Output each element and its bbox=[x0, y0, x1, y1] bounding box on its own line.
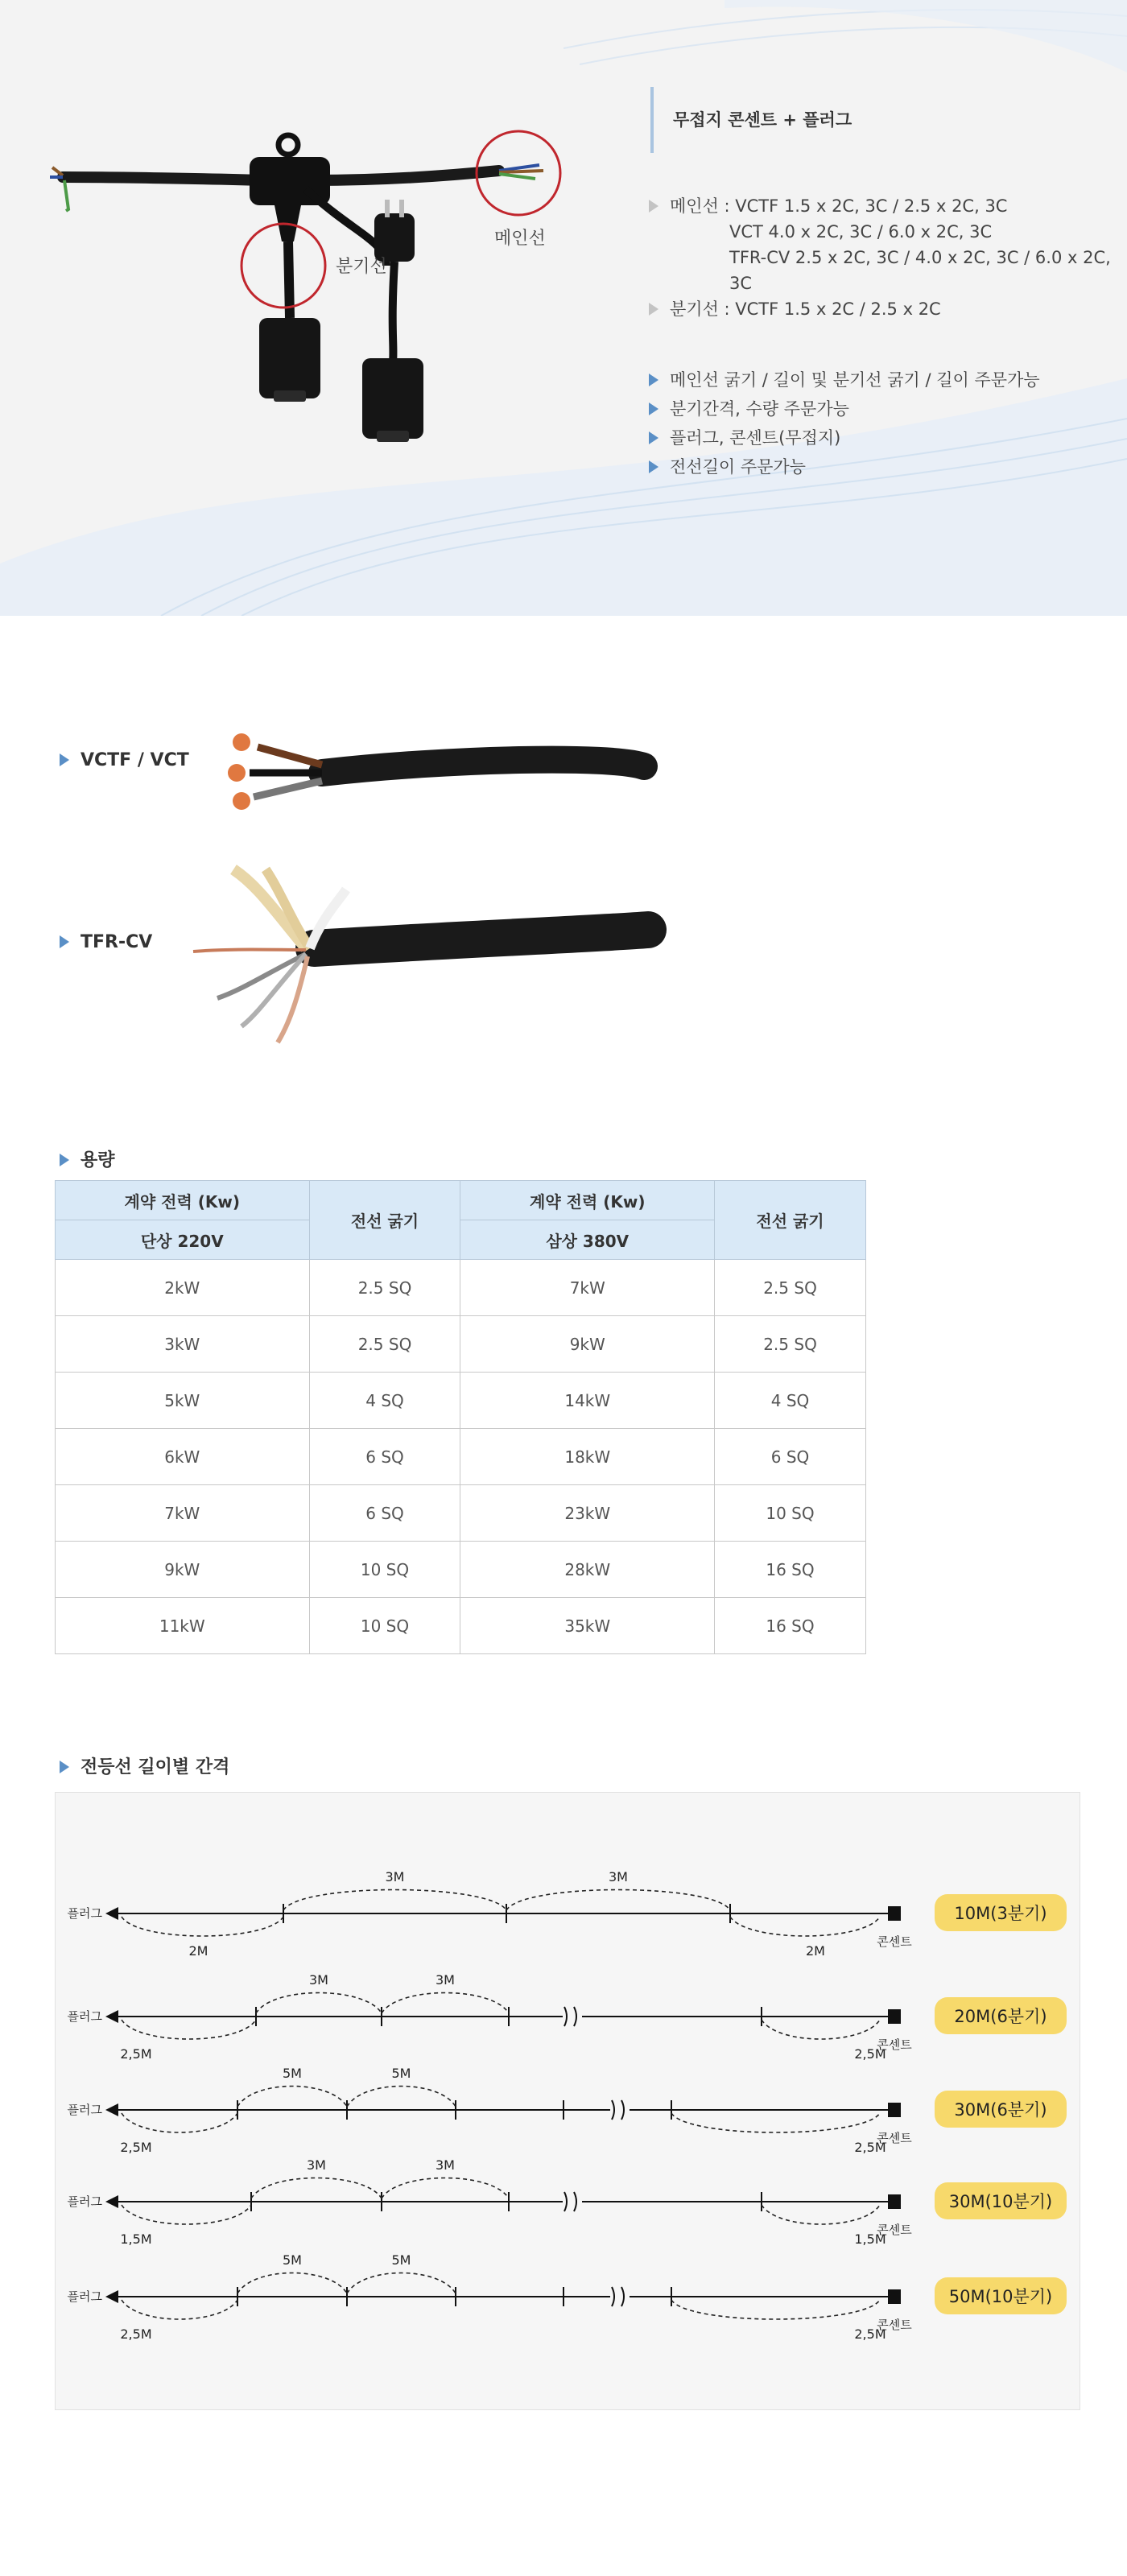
gap-arc bbox=[251, 2178, 382, 2199]
header-power-three: 계약 전력 (Kw) bbox=[460, 1181, 715, 1220]
spacing-diagram-svg bbox=[56, 1793, 1080, 2409]
table-cell: 6 SQ bbox=[309, 1429, 460, 1485]
end-gap-arc bbox=[762, 2020, 880, 2039]
product-title: 무접지 콘센트 + 플러그 bbox=[650, 87, 852, 153]
gap-label: 5M bbox=[391, 2252, 411, 2268]
gap-arc bbox=[347, 2087, 456, 2107]
table-cell: 2.5 SQ bbox=[715, 1316, 866, 1373]
tfr-cv-cable-image bbox=[177, 853, 676, 1063]
table-row bbox=[56, 1429, 866, 1485]
end-gap-label: 1,5M bbox=[854, 2231, 886, 2247]
table-cell: 2.5 SQ bbox=[715, 1260, 866, 1316]
table-row bbox=[56, 1373, 866, 1429]
triangle-bullet-icon bbox=[60, 1761, 69, 1773]
end-gap-arc bbox=[762, 2205, 880, 2224]
header-wire-thickness: 전선 굵기 bbox=[715, 1181, 866, 1260]
table-cell: 4 SQ bbox=[309, 1373, 460, 1429]
gap-label: 3M bbox=[385, 1869, 405, 1885]
table-cell: 2kW bbox=[56, 1260, 310, 1316]
table-cell: 4 SQ bbox=[715, 1373, 866, 1429]
end-gap-label: 2,5M bbox=[120, 2140, 152, 2155]
feature-item: 분기간격, 수량 주문가능 bbox=[649, 394, 1116, 423]
feature-item: 전선길이 주문가능 bbox=[649, 452, 1116, 481]
outlet-label: 콘센트 bbox=[877, 2223, 912, 2237]
gap-label: 5M bbox=[283, 2252, 302, 2268]
gap-label: 5M bbox=[283, 2066, 302, 2081]
table-cell: 18kW bbox=[460, 1429, 715, 1485]
outlet-square-icon bbox=[888, 2194, 901, 2209]
outlet-label: 콘센트 bbox=[877, 2131, 912, 2145]
gap-arc bbox=[237, 2273, 347, 2294]
cable-type-vctf: VCTF / VCT bbox=[60, 750, 189, 770]
plug-arrow-icon bbox=[105, 2103, 118, 2116]
table-cell: 9kW bbox=[56, 1542, 310, 1598]
outlet-square-icon bbox=[888, 1906, 901, 1921]
feature-item: 플러그, 콘센트(무접지) bbox=[649, 423, 1116, 452]
table-cell: 6kW bbox=[56, 1429, 310, 1485]
plug-label: 플러그 bbox=[67, 2194, 102, 2209]
triangle-bullet-icon bbox=[60, 753, 69, 766]
spec-continuation: VCT 4.0 x 2C, 3C / 6.0 x 2C, 3C bbox=[729, 222, 993, 242]
header-three-phase: 삼상 380V bbox=[460, 1220, 715, 1260]
end-gap-arc bbox=[122, 1917, 283, 1936]
break-mark-icon bbox=[574, 2007, 576, 2026]
table-cell: 23kW bbox=[460, 1485, 715, 1542]
gap-label: 3M bbox=[307, 2157, 326, 2173]
plug-label: 플러그 bbox=[67, 2009, 102, 2024]
feature-list bbox=[649, 365, 1116, 481]
table-row bbox=[56, 1485, 866, 1542]
end-gap-arc bbox=[122, 2300, 237, 2319]
outlet-label: 콘센트 bbox=[877, 1934, 912, 1949]
plug-arrow-icon bbox=[105, 2195, 118, 2208]
break-mark-icon bbox=[564, 2007, 567, 2026]
vctf-cable-image bbox=[209, 708, 660, 829]
table-cell: 10 SQ bbox=[309, 1598, 460, 1654]
product-image bbox=[48, 121, 580, 459]
gap-arc bbox=[382, 1993, 509, 2014]
table-cell: 16 SQ bbox=[715, 1542, 866, 1598]
plug-arrow-icon bbox=[105, 1907, 118, 1920]
triangle-bullet-icon bbox=[60, 1154, 69, 1166]
triangle-bullet-icon bbox=[60, 935, 69, 948]
table-cell: 6 SQ bbox=[715, 1429, 866, 1485]
table-row bbox=[56, 1598, 866, 1654]
end-gap-label: 2,5M bbox=[854, 2140, 886, 2155]
plug-label: 플러그 bbox=[67, 2289, 102, 2304]
table-cell: 7kW bbox=[56, 1485, 310, 1542]
gap-arc bbox=[256, 1993, 382, 2014]
gap-label: 3M bbox=[436, 1972, 455, 1988]
main-label: 메인선 bbox=[494, 229, 546, 249]
table-cell: 3kW bbox=[56, 1316, 310, 1373]
table-row bbox=[56, 1316, 866, 1373]
branch-label: 분기선 bbox=[336, 257, 387, 277]
gap-arc bbox=[382, 2178, 509, 2199]
end-gap-arc bbox=[671, 2300, 880, 2319]
table-row bbox=[56, 1260, 866, 1316]
end-gap-label: 1,5M bbox=[120, 2231, 152, 2247]
end-gap-label: 2,5M bbox=[120, 2046, 152, 2062]
triangle-bullet-icon bbox=[649, 431, 658, 444]
end-gap-arc bbox=[122, 2020, 256, 2039]
outlet-label: 콘센트 bbox=[877, 2318, 912, 2332]
table-cell: 10 SQ bbox=[309, 1542, 460, 1598]
gap-label: 3M bbox=[609, 1869, 628, 1885]
outlet-square-icon bbox=[888, 2009, 901, 2024]
triangle-bullet-icon bbox=[649, 460, 658, 473]
table-cell: 35kW bbox=[460, 1598, 715, 1654]
spec-list bbox=[649, 193, 1116, 322]
break-mark-icon bbox=[612, 2287, 614, 2306]
end-gap-arc bbox=[122, 2113, 237, 2132]
triangle-bullet-icon bbox=[649, 200, 658, 213]
break-mark-icon bbox=[574, 2192, 576, 2211]
gap-arc bbox=[283, 1890, 506, 1911]
end-gap-label: 2,5M bbox=[854, 2046, 886, 2062]
length-badge-label: 30M(10분기) bbox=[948, 2192, 1053, 2211]
cable-type-tfr-cv: TFR-CV bbox=[60, 932, 152, 952]
end-gap-label: 2,5M bbox=[120, 2326, 152, 2342]
length-badge-label: 20M(6분기) bbox=[954, 2007, 1047, 2026]
spacing-diagram bbox=[55, 1792, 1080, 2410]
end-gap-arc bbox=[122, 2205, 251, 2224]
length-badge-label: 50M(10분기) bbox=[948, 2287, 1053, 2306]
table-cell: 5kW bbox=[56, 1373, 310, 1429]
end-gap-arc bbox=[730, 1917, 880, 1936]
table-row bbox=[56, 1542, 866, 1598]
break-mark-icon bbox=[564, 2192, 567, 2211]
end-gap-label: 2M bbox=[806, 1943, 825, 1959]
capacity-table-body bbox=[56, 1260, 866, 1654]
length-badge-label: 30M(6분기) bbox=[954, 2100, 1047, 2120]
outlet-label: 콘센트 bbox=[877, 2037, 912, 2052]
triangle-bullet-icon bbox=[649, 303, 658, 316]
spacing-section-title: 전등선 길이별 간격 bbox=[60, 1753, 229, 1778]
plug-arrow-icon bbox=[105, 2290, 118, 2303]
gap-label: 3M bbox=[436, 2157, 455, 2173]
table-cell: 16 SQ bbox=[715, 1598, 866, 1654]
spec-item: 메인선 : VCTF 1.5 x 2C, 3C / 2.5 x 2C, 3C bbox=[649, 193, 1116, 219]
hero-section bbox=[0, 0, 1127, 616]
end-gap-label: 2M bbox=[188, 1943, 208, 1959]
gap-arc bbox=[506, 1890, 730, 1911]
outlet-square-icon bbox=[888, 2289, 901, 2304]
table-cell: 10 SQ bbox=[715, 1485, 866, 1542]
length-badge-label: 10M(3분기) bbox=[954, 1904, 1047, 1923]
header-single-phase: 단상 220V bbox=[56, 1220, 310, 1260]
capacity-section-title: 용량 bbox=[60, 1146, 115, 1171]
spec-continuation: TFR-CV 2.5 x 2C, 3C / 4.0 x 2C, 3C / 6.0 x 2C, 3C bbox=[729, 248, 1111, 293]
triangle-bullet-icon bbox=[649, 402, 658, 415]
table-cell: 7kW bbox=[460, 1260, 715, 1316]
end-gap-label: 2,5M bbox=[854, 2326, 886, 2342]
break-mark-icon bbox=[612, 2100, 614, 2120]
table-cell: 14kW bbox=[460, 1373, 715, 1429]
triangle-bullet-icon bbox=[649, 374, 658, 386]
table-cell: 11kW bbox=[56, 1598, 310, 1654]
gap-arc bbox=[237, 2087, 347, 2107]
feature-item: 메인선 굵기 / 길이 및 분기선 굵기 / 길이 주문가능 bbox=[649, 365, 1116, 394]
capacity-table bbox=[55, 1180, 866, 1654]
spec-item: 분기선 : VCTF 1.5 x 2C / 2.5 x 2C bbox=[649, 296, 1116, 322]
table-cell: 2.5 SQ bbox=[309, 1260, 460, 1316]
header-power-single: 계약 전력 (Kw) bbox=[56, 1181, 310, 1220]
break-mark-icon bbox=[621, 2287, 624, 2306]
gap-arc bbox=[347, 2273, 456, 2294]
break-mark-icon bbox=[621, 2100, 624, 2120]
table-cell: 6 SQ bbox=[309, 1485, 460, 1542]
plug-label: 플러그 bbox=[67, 2103, 102, 2117]
header-wire-thickness: 전선 굵기 bbox=[309, 1181, 460, 1260]
plug-arrow-icon bbox=[105, 2010, 118, 2023]
outlet-square-icon bbox=[888, 2103, 901, 2117]
plug-label: 플러그 bbox=[67, 1906, 102, 1921]
table-cell: 9kW bbox=[460, 1316, 715, 1373]
table-cell: 2.5 SQ bbox=[309, 1316, 460, 1373]
gap-label: 3M bbox=[309, 1972, 328, 1988]
end-gap-arc bbox=[671, 2113, 880, 2132]
table-cell: 28kW bbox=[460, 1542, 715, 1598]
gap-label: 5M bbox=[391, 2066, 411, 2081]
